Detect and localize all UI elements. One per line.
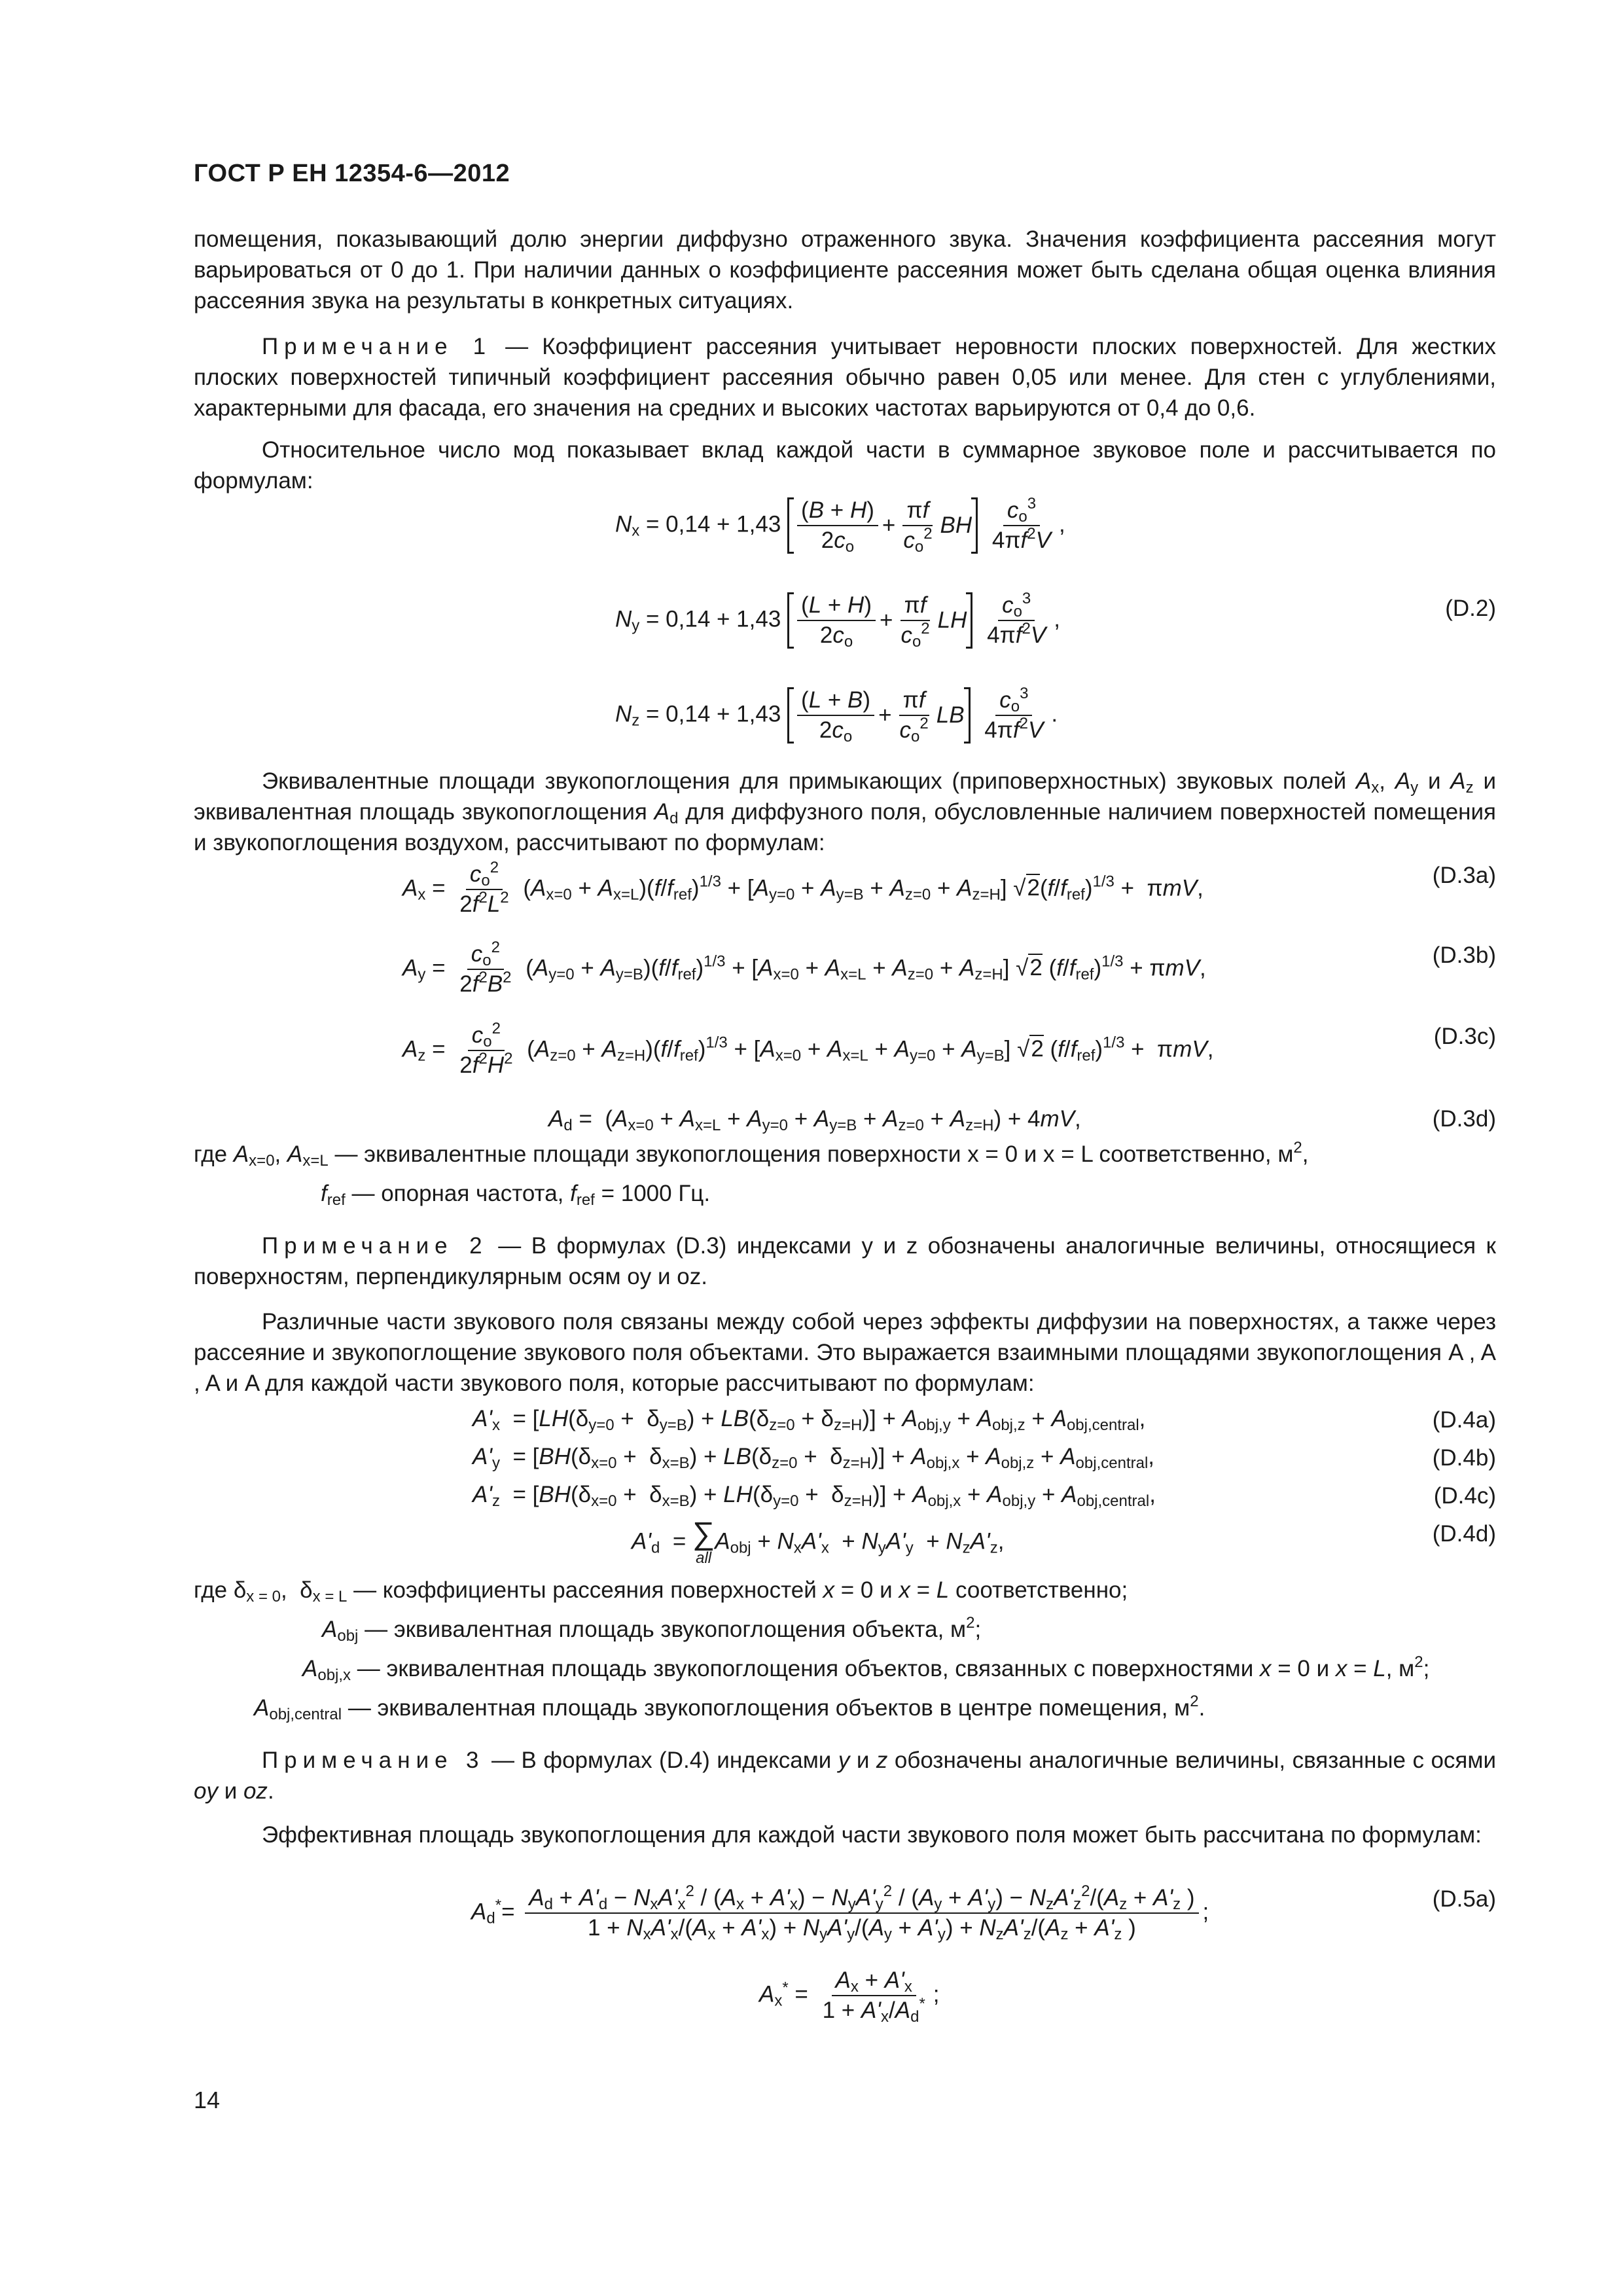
- definition-aobjcentral-text: — эквивалентная площадь звукопоглощения объектов в центре помещения, м: [342, 1695, 1190, 1721]
- equation-label-d4a: (D.4a): [1432, 1407, 1496, 1433]
- equation-nx: $N_x = 0,14 + 1,43$ $\frac{(B + H)}{2c_o}$ + $\frac{\pi f}{c_o^2}$ BH $\frac{c_o^3}{4\pi f^2V}$ ,: [615, 495, 1065, 556]
- document-header: ГОСТ Р ЕН 12354-6—2012: [194, 160, 510, 187]
- note-2-label: Примечание 2: [262, 1233, 488, 1259]
- equation-ay-prime: $A'_y = [BH(\delta_{x=0} + \delta_{x=B}) + LB(\delta_{z=0} + \delta_{z=H})] + A_{obj,x} + A_{obj,z} + A_{obj,central}$,: [473, 1444, 1155, 1472]
- paragraph-effective: Эффективная площадь звукопоглощения для каждой части звукового поля может быть рассчитана по формулам:: [262, 1822, 1482, 1848]
- equation-ax: $A_x$ = $\frac{c_o^2}{2f^2L^2}$ $(A_{x=0} + A_{x=L})(f/f_{ref})^{1/3} + [A_{y=0} + A_{y=B} + A_{z=0} + A_{z=H}] √2(f/f_{ref})^{1/3} + \pi mV$,: [402, 859, 1204, 917]
- note-3-text-a: — В формулах (D.4) индексами: [484, 1748, 838, 1773]
- equation-ax-prime: $A'_x = [LH(\delta_{y=0} + \delta_{y=B}) + LB(\delta_{z=0} + \delta_{z=H})] + A_{obj,y} + A_{obj,z} + A_{obj,central}$,: [473, 1406, 1146, 1434]
- definition-fref-text-a: — опорная частота,: [345, 1181, 571, 1206]
- definition-aobj-text: — эквивалентная площадь звукопоглощения объекта, м: [358, 1617, 967, 1642]
- paragraph-absorption: Эквивалентные площади звукопоглощения для примыкающих (приповерхностных) звуковых полей $A_x$, $A_y$ и $A_z$ и эквивалентная площадь звукопоглощения $A_d$ для диффузного поля, обусловленные наличием поверхностей помещения и звукопоглощения воздухом, рассчитывают по формулам:: [194, 768, 1496, 855]
- paragraph-scattering: помещения, показывающий долю энергии диффузно отраженного звука. Значения коэффициента рассеяния могут варьироваться от 0 до 1. При наличии данных о коэффициенте рассеяния может быть сделана общая оценка влияния рассеяния звука на результаты в конкретных ситуациях.: [194, 226, 1496, 314]
- equation-az: $A_z$ = $\frac{c_o^2}{2f^2H^2}$ $(A_{z=0} + A_{z=H})(f/f_{ref})^{1/3} + [A_{x=0} + A_{x=L} + A_{y=0} + A_{y=B}]$ √2 $(f/f_{ref})^{1/3} + \pi mV$,: [402, 1020, 1214, 1078]
- equation-label-d3c: (D.3c): [1433, 1024, 1496, 1049]
- note-3-text-b: обозначены аналогичные величины, связанные с осями: [887, 1748, 1497, 1773]
- note-3-label: Примечание 3: [262, 1748, 485, 1773]
- definition-delta-text: — коэффициенты рассеяния поверхностей: [347, 1577, 823, 1603]
- paragraph-mutual: Различные части звукового поля связаны между собой через эффекты диффузии на поверхностях, а также через рассеяние и звукопоглощение звукового поля объектами. Это выражается взаимными площадями звукопоглощения A , A , A и A для каждой части звукового поля, которые рассчитывают по формулам:: [194, 1309, 1496, 1396]
- note-1-label: Примечание 1: [262, 334, 492, 359]
- note-1-text: — Коэффициент рассеяния учитывает неровности плоских поверхностей. Для жестких плоских поверхностей типичный коэффициент рассеяния обычно равен 0,05 или менее. Для стен с углублениями, характерными для фасада, его значения на средних и высоких частотах варьируются от 0,4 до 0,6.: [194, 334, 1496, 421]
- definition-where2-word: где: [194, 1577, 234, 1603]
- equation-az-prime: $A'_z = [BH(\delta_{x=0} + \delta_{x=B}) + LH(\delta_{y=0} + \delta_{z=H})] + A_{obj,x} + A_{obj,y} + A_{obj,central}$,: [473, 1482, 1156, 1510]
- equation-ad-star: $A_d^*=$ $A_d + A'_d - N_xA'_x^2 / (A_x + A'_x) - N_yA'_y^2 / (A_y + A'_y) - N_zA'_z^2/(A_z + A'_z$ ) $1 + N_xA'_x/(A_x + A'_x) + N_yA'_y/(A_y + A'_y) + N_zA'_z/(A_z + A'_z$ ) ;: [471, 1882, 1209, 1943]
- note-2-text: — В формулах (D.3) индексами y и z обозначены аналогичные величины, относящиеся к поверхностям, перпендикулярным осям oy и oz.: [194, 1233, 1496, 1289]
- definition-aobj: $A_{obj}$ — эквивалентная площадь звукопоглощения объекта, $м^2$;: [322, 1614, 982, 1645]
- paragraph-absorption-a: Эквивалентные площади звукопоглощения для примыкающих (приповерхностных) звуковых полей: [262, 768, 1356, 794]
- note-1: [194, 331, 1496, 423]
- definition-aobjcentral: $A_{obj,central}$ — эквивалентная площадь звукопоглощения объектов в центре помещения, $м^2$.: [254, 1693, 1205, 1723]
- definition-aobjx: $A_{obj,x}$ — эквивалентная площадь звукопоглощения объектов, связанных с поверхностями x = 0 и x = L, $м^2$;: [302, 1653, 1430, 1684]
- definition-ax0: где $A_{x=0}$, $A_{x=L}$ — эквивалентные площади звукопоглощения поверхности x = 0 и x = L соответственно, $м^2$,: [194, 1139, 1309, 1170]
- definition-ax0-text: — эквивалентные площади звукопоглощения поверхности x = 0 и x = L соответственно, м: [328, 1141, 1294, 1167]
- equation-nz: $N_z = 0,14 + 1,43$ $\frac{(L + B)}{2c_o}$ + $\frac{\pi f}{c_o^2}$ LB $\frac{c_o^3}{4\pi f^2V}$ .: [615, 685, 1058, 745]
- definition-delta: где $\delta_{x = 0}$, $\delta_{x = L}$ — коэффициенты рассеяния поверхностей x = 0 и x = L соответственно;: [194, 1577, 1128, 1605]
- paragraph-absorption-b: и эквивалентная площадь звукопоглощения: [194, 768, 1496, 825]
- equation-label-d4d: (D.4d): [1432, 1521, 1496, 1547]
- equation-label-d3a: (D.3a): [1432, 863, 1496, 888]
- equation-ad-prime: $A'_d$ = ∑ all $A_{obj} + N_xA'_x + N_yA'_y + N_zA'_z$,: [632, 1516, 1005, 1567]
- definition-aobjx-text: — эквивалентная площадь звукопоглощения объектов, связанных с поверхностями: [351, 1656, 1260, 1681]
- equation-label-d4c: (D.4c): [1433, 1483, 1496, 1509]
- equation-ay: $A_y$ = $\frac{c_o^2}{2f^2B^2}$ $(A_{y=0} + A_{y=B})(f/f_{ref})^{1/3} + [A_{x=0} + A_{x=L} + A_{z=0} + A_{z=H}]$ √2 $(f/f_{ref})^{1/3} + \pi mV$,: [402, 939, 1206, 997]
- equation-ad: $A_d = (A_{x=0} + A_{x=L} + A_{y=0} + A_{y=B} + A_{z=0} + A_{z=H}) + 4mV$,: [548, 1106, 1081, 1134]
- note-3-text-c: .: [267, 1778, 274, 1804]
- definition-fref-text-b: = 1000 Гц.: [594, 1181, 711, 1206]
- definition-fref: $f_{ref}$ — опорная частота, $f_{ref} = 1000$ Гц.: [321, 1181, 711, 1209]
- equation-label-d3d: (D.3d): [1432, 1106, 1496, 1132]
- equation-label-d4b: (D.4b): [1432, 1445, 1496, 1471]
- note-2: [194, 1230, 1496, 1292]
- definition-delta-text-c: соответственно;: [949, 1577, 1128, 1603]
- equation-label-d3b: (D.3b): [1432, 942, 1496, 968]
- equation-ax-star: $A_x^*$ = $\frac{A_x + A'_x}{1 + A'_x/A_d^*}$ ;: [759, 1967, 940, 2026]
- paragraph-modes: Относительное число мод показывает вклад каждой части в суммарное звуковое поле и рассчитывается по формулам:: [194, 437, 1496, 493]
- equation-label-d2: (D.2): [1445, 596, 1496, 621]
- page-number: 14: [194, 2087, 221, 2113]
- definition-where-word: где: [194, 1141, 234, 1167]
- paragraph-absorption-c: для диффузного поля, обусловленные наличием поверхностей помещения и звукопоглощения воздухом, рассчитывают по формулам:: [194, 799, 1496, 855]
- equation-label-d5a: (D.5a): [1432, 1886, 1496, 1912]
- equation-ny: $N_y = 0,14 + 1,43$ $\frac{(L + H)}{2c_o}$ + $\frac{\pi f}{c_o^2}$ LH $\frac{c_o^3}{4\pi f^2V}$ ,: [615, 590, 1060, 651]
- note-3: Примечание 3 — В формулах (D.4) индексами y и z обозначены аналогичные величины, связанные с осями oy и oz.: [194, 1748, 1497, 1804]
